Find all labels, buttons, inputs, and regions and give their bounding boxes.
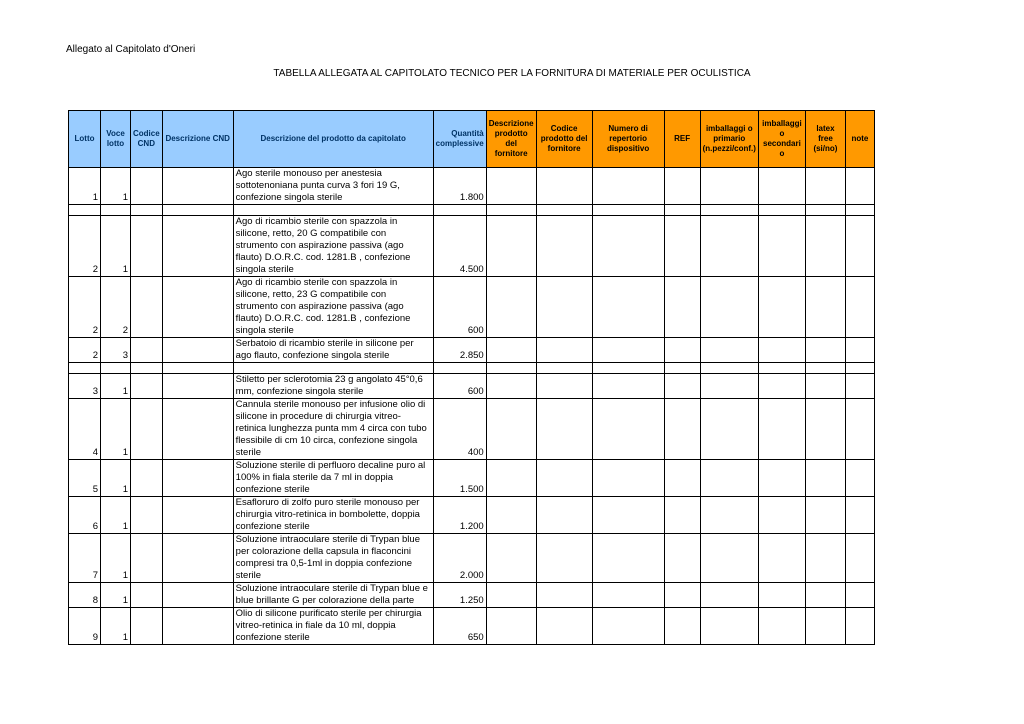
description-cell: Ago di ricambio sterile con spazzola in silicone, retto, 20 G compatibile con strumento con aspirazione passiva (ago flauto) D.O.R.C. cod. 1281.B , confezione singola sterile [233,216,433,277]
table-row [69,277,875,338]
description-cell: Cannula sterile monouso per infusione olio di silicone in procedure di chirurgia vitreo-retinica lunghezza punta mm 4 circa con tubo flessibile di cm 10 circa, confezione singola sterile [233,399,433,460]
attachment-note: Allegato al Capitolato d'Oneri [66,44,196,55]
description-cell: Soluzione intraoculare sterile di Trypan blue e blue brillante G per colorazione della parte [233,583,433,608]
col-lotto-header: Lotto [69,111,101,168]
col-numero-repertorio-header: Numero di repertorio dispositivo [592,111,664,168]
product-table [68,110,875,645]
spacer-row [69,363,875,374]
col-latex-free-header: latex free (si/no) [805,111,845,168]
quantity-cell: 650 [433,608,486,645]
col-codice-cnd-header: Codice CND [131,111,163,168]
description-cell: Soluzione sterile di perfluoro decaline puro al 100% in fiala sterile da 7 ml in doppia confezione sterile [233,460,433,497]
table-row [69,583,875,608]
voce-cell: 1 [101,460,131,497]
col-descrizione-cnd-header: Descrizione CND [162,111,233,168]
description-cell: Soluzione intraoculare sterile di Trypan blue per colorazione della capsula in flaconcini compresi tra 0,5-1ml in doppia confezione sterile [233,534,433,583]
quantity-cell: 1.250 [433,583,486,608]
col-imballaggio-primario-header: imballaggi o primario (n.pezzi/conf.) [700,111,758,168]
lotto-cell: 2 [69,277,101,338]
quantity-cell: 600 [433,277,486,338]
voce-cell: 1 [101,168,131,205]
quantity-cell: 400 [433,399,486,460]
lotto-cell: 2 [69,216,101,277]
table-row [69,497,875,534]
quantity-cell: 1.500 [433,460,486,497]
col-ref-header: REF [664,111,700,168]
col-codice-fornitore-header: Codice prodotto del fornitore [536,111,592,168]
document-title: TABELLA ALLEGATA AL CAPITOLATO TECNICO PER LA FORNITURA DI MATERIALE PER OCULISTICA [273,68,751,79]
quantity-cell: 600 [433,374,486,399]
voce-cell: 1 [101,399,131,460]
voce-cell: 1 [101,534,131,583]
col-descrizione-prodotto-header: Descrizione del prodotto da capitolato [233,111,433,168]
col-imballaggio-secondario-header: imballaggi o secondari o [758,111,805,168]
quantity-cell: 1.800 [433,168,486,205]
description-cell: Serbatoio di ricambio sterile in silicone per ago flauto, confezione singola sterile [233,338,433,363]
lotto-cell: 5 [69,460,101,497]
lotto-cell: 4 [69,399,101,460]
table-row [69,374,875,399]
table-row [69,399,875,460]
description-cell: Stiletto per sclerotomia 23 g angolato 45°0,6 mm, confezione singola sterile [233,374,433,399]
description-cell: Olio di silicone purificato sterile per chirurgia vitreo-retinica in fiale da 10 ml, doppia confezione sterile [233,608,433,645]
voce-cell: 1 [101,216,131,277]
quantity-cell: 2.850 [433,338,486,363]
lotto-cell: 1 [69,168,101,205]
table-row [69,460,875,497]
table-row [69,216,875,277]
voce-cell: 1 [101,608,131,645]
voce-cell: 1 [101,497,131,534]
col-note-header: note [845,111,874,168]
quantity-cell: 1.200 [433,497,486,534]
lotto-cell: 2 [69,338,101,363]
quantity-cell: 4.500 [433,216,486,277]
voce-cell: 3 [101,338,131,363]
description-cell: Ago sterile monouso per anestesia sottotenoniana punta curva 3 fori 19 G, confezione singola sterile [233,168,433,205]
col-quantita-header: Quantità complessive [433,111,486,168]
table-row [69,338,875,363]
spacer-row [69,205,875,216]
table-row [69,168,875,205]
table-row [69,608,875,645]
description-cell: Esafloruro di zolfo puro sterile monouso per chirurgia vitro-retinica in bombolette, doppia confezione sterile [233,497,433,534]
voce-cell: 1 [101,583,131,608]
col-descrizione-fornitore-header: Descrizione prodotto del fornitore [486,111,536,168]
lotto-cell: 6 [69,497,101,534]
lotto-cell: 8 [69,583,101,608]
voce-cell: 2 [101,277,131,338]
description-cell: Ago di ricambio sterile con spazzola in silicone, retto, 23 G compatibile con strumento con aspirazione passiva (ago flauto) D.O.R.C. cod. 1281.B , confezione singola sterile [233,277,433,338]
table-row [69,534,875,583]
col-voce-header: Voce lotto [101,111,131,168]
lotto-cell: 3 [69,374,101,399]
lotto-cell: 7 [69,534,101,583]
lotto-cell: 9 [69,608,101,645]
quantity-cell: 2.000 [433,534,486,583]
voce-cell: 1 [101,374,131,399]
